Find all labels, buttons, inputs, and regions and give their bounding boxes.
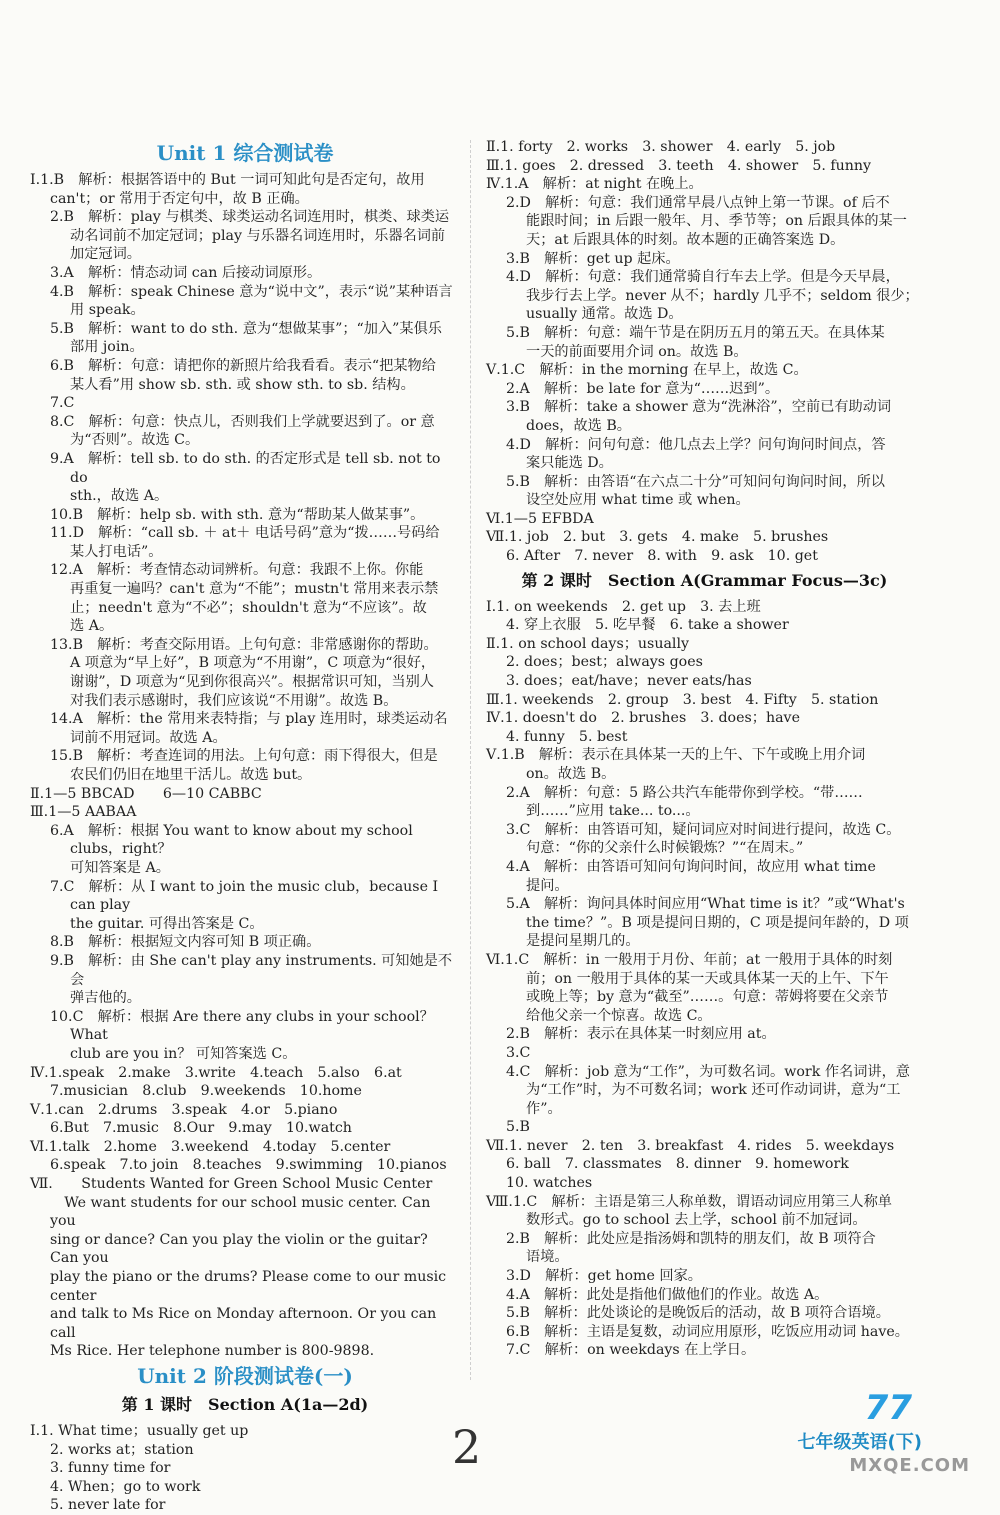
answer-item: Ⅳ.1. doesn't do 2. brushes 3. does；have — [486, 710, 800, 727]
answer-continuation: usually 通常。故选 D。 — [526, 306, 683, 323]
answer-subitem: 4.B 解析：speak Chinese 意为“说中文”，表示“说”某种语言 — [50, 283, 453, 300]
answer-subitem: 6.But 7.music 8.Our 9.may 10.watch — [50, 1120, 352, 1137]
answer-continuation: play the piano or the drums? Please come to our music center — [50, 1269, 451, 1304]
answer-subitem: 14.A 解析：the 常用来表特指；与 play 连用时，球类运动名 — [50, 711, 448, 728]
answer-subitem: 15.B 解析：考查连词的用法。上句句意：雨下得很大，但是 — [50, 748, 438, 765]
section-heading: Unit 2 阶段测试卷(一) — [137, 1364, 353, 1388]
answer-continuation: sth.，故选 A。 — [70, 488, 169, 505]
answer-continuation: club are you in？ 可知答案选 C。 — [70, 1045, 297, 1062]
answer-continuation: 谢谢”，D 项意为“见到你很高兴”。根据常识可知，当别人 — [70, 674, 434, 691]
answer-continuation: 再重复一遍吗？can't 意为“不能”；mustn't 常用来表示禁 — [70, 581, 439, 598]
answer-continuation: 词前不用冠词。故选 A。 — [70, 729, 227, 746]
answer-continuation: 弹吉他的。 — [70, 990, 141, 1007]
answer-continuation: We want students for our school music center. Can you — [50, 1194, 435, 1230]
answer-item: Ⅱ.1. forty 2. works 3. shower 4. early 5. job — [486, 139, 836, 155]
book-label: 七年级英语(下) — [797, 1432, 922, 1453]
answer-continuation: 为“工作”时，为不可数名词；work 还可作动词讲，意为“工 — [526, 1082, 901, 1099]
answer-continuation: 一天的前面要用介词 on。故选 B。 — [526, 343, 748, 360]
answer-subitem: 3.B 解析：get up 起床。 — [506, 250, 680, 267]
answer-continuation: 加定冠词。 — [70, 246, 141, 263]
answer-subitem: 5.B 解析：此处谈论的是晚饭后的活动，故 B 项符合语境。 — [506, 1305, 890, 1322]
answer-subitem: 2.B 解析：此处应是指汤姆和凯特的朋友们，故 B 项符合 — [506, 1230, 876, 1247]
answer-subitem: 3. funny time for — [50, 1460, 171, 1477]
section-heading: Unit 1 综合测试卷 — [156, 141, 334, 165]
answer-continuation: and talk to Ms Rice on Monday afternoon. Or you can call — [50, 1306, 441, 1341]
answer-item: Ⅲ.1. goes 2. dressed 3. teeth 4. shower 5. funny — [486, 157, 872, 174]
answer-subitem: 10. watches — [506, 1175, 593, 1192]
answer-item: Ⅵ.1.talk 2.home 3.weekend 4.today 5.center — [30, 1138, 391, 1155]
answer-continuation: 我步行去上学。never 从不；hardly 几乎不；seldom 很少； — [526, 287, 919, 304]
answer-subitem: 6.A 解析：根据 You want to know about my school clubs，right？ — [50, 822, 418, 858]
answer-subitem: 2. works at；station — [50, 1441, 194, 1458]
answer-subitem: 3. does；eat/have；never eats/has — [506, 673, 752, 690]
answer-item: Ⅷ.1.C 解析：主语是第三人称单数，谓语动词应用第三人称单 — [486, 1193, 892, 1210]
answer-continuation: 部用 join。 — [70, 339, 144, 356]
answer-subitem: 7.musician 8.club 9.weekends 10.home — [50, 1083, 362, 1100]
answer-subitem: 13.B 解析：考查交际用语。上句句意：非常感谢你的帮助。 — [50, 636, 438, 653]
answer-continuation: does，故选 B。 — [526, 417, 631, 434]
answer-subitem: 5.B 解析：由答语“在六点二十分”可知问句询问时间，所以 — [506, 473, 885, 490]
answer-subitem: 2.A 解析：句意：5 路公共汽车能带你到学校。“带…… — [506, 784, 863, 801]
answer-continuation: on。故选 B。 — [526, 766, 616, 782]
answer-subitem: 9.B 解析：由 She can't play any instruments. 可知她是不会 — [50, 952, 453, 988]
answer-continuation: 为“否则”。故选 C。 — [70, 432, 200, 449]
lesson-heading: 第 1 课时 Section A(1a—2d) — [121, 1395, 369, 1414]
answer-continuation: Ms Rice. Her telephone number is 800-9898. — [50, 1343, 375, 1360]
answer-subitem: 7.C — [50, 395, 75, 412]
handwritten-mark: 2 — [452, 1420, 482, 1474]
answer-continuation: 案只能选 D。 — [526, 455, 613, 472]
answer-subitem: 3.C — [506, 1044, 531, 1061]
answer-subitem: 4.D 解析：句意：我们通常骑自行车去上学。但是今天早晨， — [506, 269, 900, 286]
answer-continuation: 止；needn't 意为“不必”；shouldn't 意为“不应该”。故 — [70, 599, 427, 616]
answer-subitem: 6.B 解析：句意：请把你的新照片给我看看。表示“把某物给 — [50, 357, 436, 374]
answer-continuation: 动名词前不加定冠词；play 与乐器名词连用时，乐器名词前 — [70, 227, 446, 244]
answer-continuation: 到……”应用 take... to...。 — [526, 803, 700, 820]
answer-subitem: 11.D 解析：“call sb. ＋ at＋ 电话号码”意为“拨……号码给 — [50, 525, 440, 542]
answer-subitem: 4.A 解析：由答语可知问句询问时间，故应用 what time — [506, 858, 876, 875]
answer-item: Ⅶ.1. job 2. but 3. gets 4. make 5. brushes — [486, 529, 829, 546]
answer-continuation: 提问。 — [526, 877, 569, 894]
answer-subitem: 3.C 解析：由答语可知，疑问词应对时间进行提问，故选 C。 — [506, 821, 901, 838]
answer-subitem: 3.A 解析：情态动词 can 后接动词原形。 — [50, 264, 322, 281]
answer-subitem: 5.B 解析：句意：端午节是在阴历五月的第五天。在具体某 — [506, 324, 885, 341]
answer-item: Ⅳ.1.speak 2.make 3.write 4.teach 5.also 6.at — [30, 1064, 402, 1081]
answer-item: Ⅵ.1—5 EFBDA — [486, 510, 594, 527]
answer-continuation: 某人打电话”。 — [70, 543, 163, 560]
answer-subitem: 4. funny 5. best — [506, 728, 628, 745]
left-column — [30, 138, 460, 1515]
right-column — [486, 138, 923, 1360]
answer-subitem: 5.B 解析：want to do sth. 意为“想做某事”；“加入”某俱乐 — [50, 320, 442, 337]
answer-item: Ⅰ.1. What time；usually get up — [30, 1423, 249, 1439]
answer-subitem: 8.C 解析：句意：快点儿，否则我们上学就要迟到了。or 意 — [50, 413, 435, 430]
answer-item: Ⅰ.1. on weekends 2. get up 3. 去上班 — [486, 598, 761, 615]
answer-subitem: 5.A 解析：询问具体时间应用“What time is it？”或“What's — [506, 896, 905, 913]
answer-item: Ⅳ.1.A 解析：at night 在晚上。 — [486, 176, 703, 193]
answer-continuation: 语境。 — [526, 1249, 569, 1266]
answer-continuation: 给他父亲一个惊喜。故选 C。 — [526, 1007, 712, 1024]
watermark-text: MXQE.COM — [849, 1455, 970, 1476]
answer-subitem: 7.C 解析：从 I want to join the music club，because I can play — [50, 878, 443, 914]
answer-item: Ⅲ.1—5 AABAA — [30, 804, 137, 821]
answer-continuation: 句意：“你的父亲什么时候锻炼？”“在周末。” — [526, 840, 804, 857]
answer-item: Ⅴ.1.C 解析：in the morning 在早上，故选 C。 — [486, 362, 808, 379]
answer-subitem: 6. After 7. never 8. with 9. ask 10. get — [506, 548, 818, 565]
answer-continuation: 某人看”用 show sb. sth. 或 show sth. to sb. 结构。 — [70, 376, 415, 393]
answer-continuation: 选 A。 — [70, 618, 114, 635]
answer-subitem: 4.A 解析：此处是指他们做他们的作业。故选 A。 — [506, 1286, 829, 1303]
answer-continuation: 天；at 后跟具体的时刻。故本题的正确答案选 D。 — [526, 231, 845, 248]
answer-continuation: A 项意为“早上好”，B 项意为“不用谢”，C 项意为“很好， — [70, 655, 436, 672]
answer-continuation: 设空处应用 what time 或 when。 — [526, 492, 750, 509]
answer-subitem: 2.A 解析：be late for 意为“……迟到”。 — [506, 380, 780, 397]
answer-item: Ⅴ.1.B 解析：表示在具体某一天的上午、下午或晚上用介词 — [486, 747, 866, 764]
answer-subitem: 3.B 解析：take a shower 意为“洗淋浴”，空前已有助动词 — [506, 399, 892, 416]
answer-continuation: can't；or 常用于否定句中，故 B 正确。 — [50, 190, 309, 207]
answer-subitem: 4. 穿上衣服 5. 吃早餐 6. take a shower — [506, 617, 789, 634]
answer-subitem: 4.C 解析：job 意为“工作”，为可数名词。work 作名词讲，意 — [506, 1063, 910, 1080]
answer-continuation: the time？”。B 项是提问日期的，C 项是提问年龄的，D 项 — [526, 914, 909, 931]
answer-subitem: 4. When；go to work — [50, 1478, 201, 1495]
answer-subitem: 6.B 解析：主语是复数，动词应用原形，吃饭应用动词 have。 — [506, 1323, 909, 1340]
answer-item: Ⅰ.1.B 解析：根据答语中的 But 一词可知此句是否定句，故用 — [30, 172, 425, 188]
answer-item: Ⅵ.1.C 解析：in 一般用于月份、年前；at 一般用于具体的时刻 — [486, 951, 893, 968]
answer-subitem: 6. ball 7. classmates 8. dinner 9. homework — [506, 1156, 849, 1173]
answer-continuation: 能跟时间；in 后跟一般年、月、季节等；on 后跟具体的某一 — [526, 213, 907, 230]
answer-subitem: 10.B 解析：help sb. with sth. 意为“帮助某人做某事”。 — [50, 506, 425, 523]
answer-subitem: 2.D 解析：句意：我们通常早晨八点钟上第一节课。of 后不 — [506, 194, 890, 211]
answer-subitem: 2.B 解析：表示在具体某一时刻应用 at。 — [506, 1026, 776, 1043]
lesson-heading: 第 2 课时 Section A(Grammar Focus—3c) — [521, 570, 888, 590]
answer-subitem: 5. never late for — [50, 1497, 166, 1514]
answer-continuation: the guitar. 可得出答案是 C。 — [70, 915, 264, 932]
answer-subitem: 12.A 解析：考查情态动词辨析。句意：我跟不上你。你能 — [50, 562, 424, 579]
answer-subitem: 7.C 解析：on weekdays 在上学日。 — [506, 1342, 756, 1359]
page-number: 77 — [864, 1388, 912, 1428]
answer-continuation: 或晚上等；by 意为“截至”……。句意：蒂姆将要在父亲节 — [526, 989, 889, 1006]
answer-continuation: 作”。 — [526, 1100, 562, 1117]
answer-subitem: 3.D 解析：get home 回家。 — [506, 1268, 702, 1285]
answer-item: Ⅱ.1—5 BBCAD 6—10 CABBC — [30, 785, 262, 802]
answer-continuation: 前；on 一般用于具体的某一天或具体某一天的上午、下午 — [526, 970, 889, 987]
answer-subitem: 10.C 解析：根据 Are there any clubs in your school？ What — [50, 1008, 439, 1044]
answer-subitem: 9.A 解析：tell sb. to do sth. 的否定形式是 tell sb. not to do — [50, 450, 445, 486]
answer-item: Ⅲ.1. weekends 2. group 3. best 4. Fifty 5. station — [486, 691, 879, 708]
answer-item: Ⅶ.1. never 2. ten 3. breakfast 4. rides 5. weekdays — [486, 1137, 895, 1154]
answer-continuation: 用 speak。 — [70, 302, 145, 319]
answer-continuation: 可知答案是 A。 — [70, 859, 170, 876]
answer-subitem: 6.speak 7.to join 8.teaches 9.swimming 10.pianos — [50, 1157, 447, 1174]
answer-subitem: 2.B 解析：play 与棋类、球类运动名词连用时，棋类、球类运 — [50, 209, 450, 226]
answer-item: Ⅶ. Students Wanted for Green School Music Center — [30, 1176, 433, 1193]
answer-subitem: 4.D 解析：问句句意：他几点去上学？问句询问时间点，答 — [506, 436, 886, 453]
answer-subitem: 5.B — [506, 1119, 530, 1136]
answer-item: Ⅴ.1.can 2.drums 3.speak 4.or 5.piano — [30, 1101, 338, 1118]
answer-continuation: 农民们仍旧在地里干活儿。故选 but。 — [70, 767, 312, 783]
answer-subitem: 8.B 解析：根据短文内容可知 B 项正确。 — [50, 934, 321, 951]
answer-continuation: 是提问星期几的。 — [526, 933, 640, 950]
answer-continuation: 对我们表示感谢时，我们应该说“不用谢”。故选 B。 — [70, 692, 398, 709]
column-divider — [470, 140, 471, 1380]
answer-subitem: 2. does；best；always goes — [506, 654, 703, 671]
answer-continuation: 数形式。go to school 去上学，school 前不加冠词。 — [526, 1212, 867, 1229]
answer-continuation: sing or dance? Can you play the violin or the guitar? Can you — [50, 1231, 433, 1267]
answer-item: Ⅱ.1. on school days；usually — [486, 635, 690, 652]
